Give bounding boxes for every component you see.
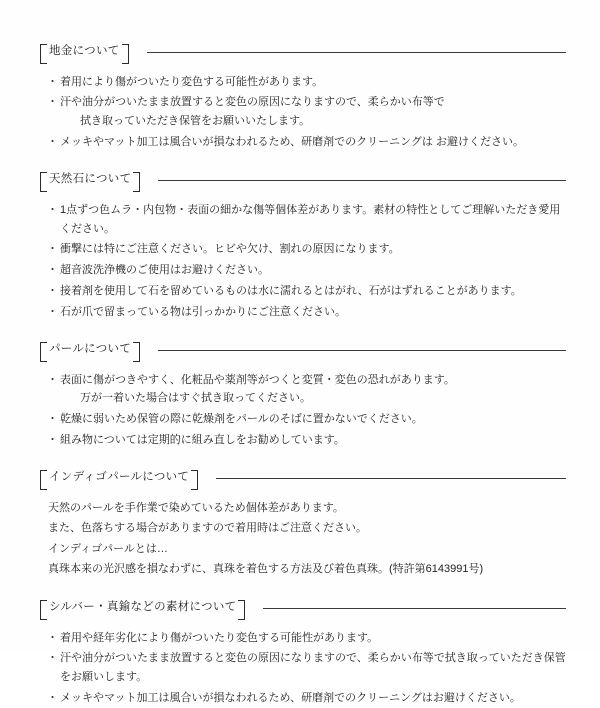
bullet-list [48,371,566,451]
list-item [48,93,566,131]
section-indigo-pearl [48,470,566,580]
header-rule-wrap [142,180,566,181]
list-item-text: 超音波洗浄機のご使用はお避けください。 [60,264,269,276]
list-item [48,303,566,322]
list-item [48,629,566,648]
section-header [48,342,566,360]
section-base-metal [48,44,566,152]
header-rule [158,180,566,181]
list-item [48,689,566,708]
list-item [48,371,566,409]
section-title: インディゴパールについて [48,470,190,488]
section-title: 地金について [48,44,121,62]
paragraph-block [48,499,566,580]
list-item [48,240,566,259]
header-rule-wrap [142,350,566,351]
section-header [48,172,566,190]
section-title: パールについて [48,342,132,360]
bullet-list [48,73,566,153]
bullet-list [48,201,566,322]
header-rule [147,52,566,53]
list-item-text: 接着剤を使用して石を留めているものは水に濡れるとはがれ、石がはずれることがあります。 [60,285,522,297]
list-item-continuation: 万が一着いた場合はすぐ拭き取ってください。 [60,389,566,408]
section-pearl [48,342,566,450]
list-item-text: 表面に傷がつきやすく、化粧品や薬剤等がつくと変質・変色の恐れがあります。 [60,374,455,386]
section-title: 天然石について [48,172,132,190]
list-item-text: 1点ずつ色ムラ・内包物・表面の細かな傷等個体差があります。素材の特性としてご理解いただき愛用ください。 [60,204,560,235]
header-rule [216,478,566,479]
list-item-text: 着用や経年劣化により傷がついたり変色する可能性があります。 [60,632,378,644]
list-item [48,73,566,92]
paragraph: インディゴパールとは… [48,540,566,560]
list-item-text: 汗や油分がついたまま放置すると変色の原因になりますので、柔らかい布等で拭き取っていただき保管をお願いします。 [60,652,566,683]
section-header [48,470,566,488]
paragraph: また、色落ちする場合がありますので着用時はご注意ください。 [48,519,566,539]
list-item-text: 衝撃には特にご注意ください。ヒビや欠け、割れの原因になります。 [60,243,400,255]
header-rule-wrap [200,478,566,479]
list-item-text: 組み物については定期的に組み直しをお勧めしています。 [60,434,345,446]
list-item-text: 汗や油分がついたまま放置すると変色の原因になりますので、柔らかい布等で [60,96,445,108]
list-item [48,410,566,429]
list-item-continuation: 拭き取っていただき保管をお願いいたします。 [60,112,566,131]
bullet-list [48,629,566,708]
list-item [48,261,566,280]
section-silver-brass [48,600,566,708]
list-item [48,649,566,687]
section-title: シルバー・真鍮などの素材について [48,600,237,618]
paragraph: 真珠本来の光沢感を損なわずに、真珠を着色する方法及び着色真珠。(特許第6143991号) [48,560,566,580]
list-item [48,201,566,239]
list-item-text: 乾燥に弱いため保管の際に乾燥剤をパールのそばに置かないでください。 [60,413,423,425]
list-item [48,282,566,301]
section-header [48,600,566,618]
section-natural-stone [48,172,566,322]
header-rule [158,350,566,351]
paragraph: 天然のパールを手作業で染めているため個体差があります。 [48,499,566,519]
header-rule [263,608,566,609]
list-item-text: メッキやマット加工は風合いが損なわれるため、研磨剤でのクリーニングは お避けください。 [60,136,524,148]
list-item [48,431,566,450]
list-item [48,133,566,152]
header-rule-wrap [131,52,566,53]
list-item-text: 石が爪で留まっている物は引っかかりにご注意ください。 [60,306,346,318]
list-item-text: メッキやマット加工は風合いが損なわれるため、研磨剤でのクリーニングはお避けください。 [60,692,521,704]
header-rule-wrap [247,608,566,609]
section-header [48,44,566,62]
list-item-text: 着用により傷がついたり変色する可能性があります。 [60,76,323,88]
